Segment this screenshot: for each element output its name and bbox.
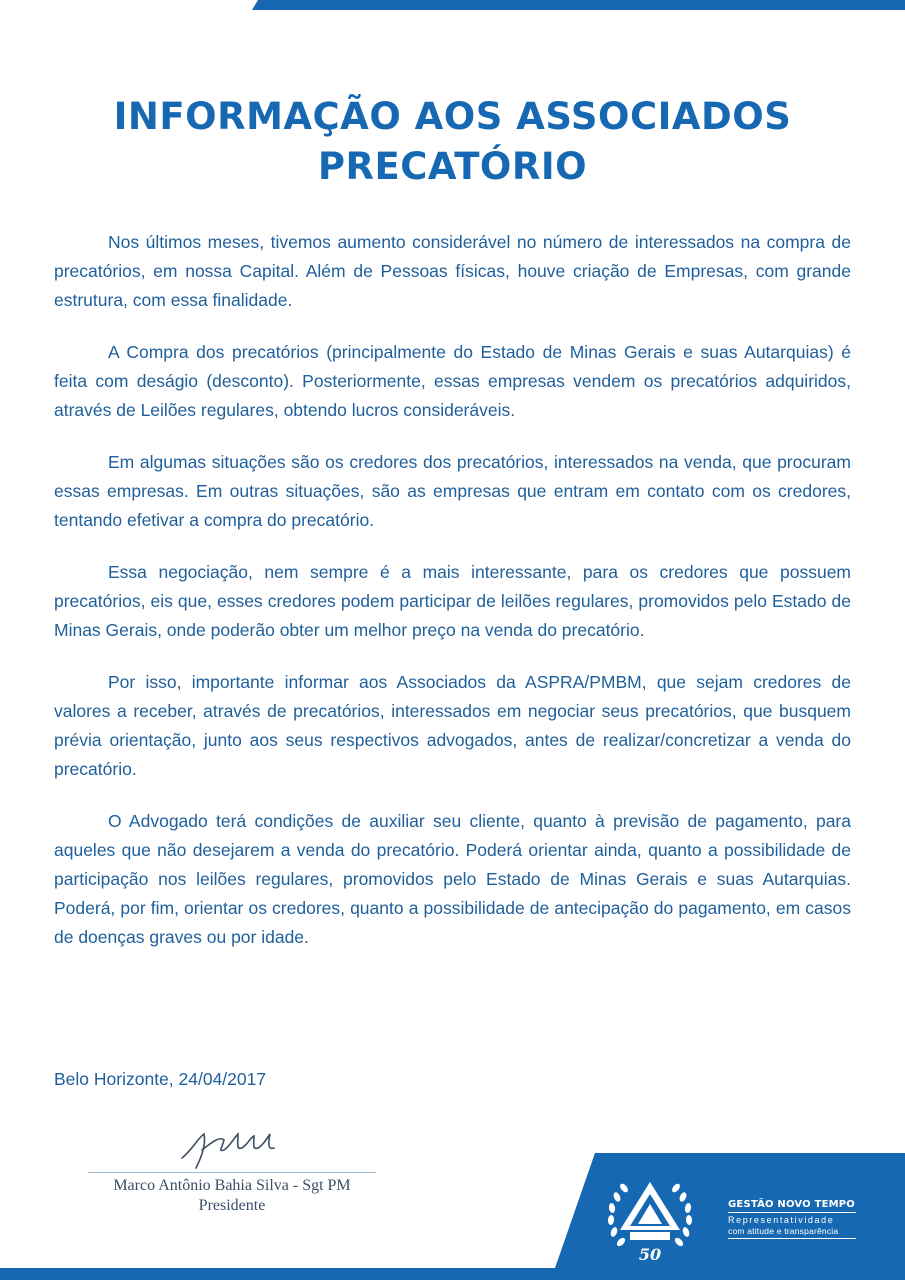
- brand-divider: [728, 1212, 856, 1213]
- brand-name: GESTÃO NOVO TEMPO: [728, 1199, 855, 1210]
- paragraph: O Advogado terá condições de auxiliar seu cliente, quanto à previsão de pagamento, para aqueles que não desejarem a venda do precatório. Poderá orientar ainda, quanto a possibilidade de participação nos leilões regulares, promovidos pelo Estado de Minas Gerais e suas Autarquias. Poderá, por fim, orientar os credores, quanto a possibilidade de antecipação do pagamento, em casos de doenças graves ou por idade.: [54, 811, 851, 947]
- bottom-decorative-band: [0, 1268, 905, 1280]
- paragraph: Nos últimos meses, tivemos aumento considerável no número de interessados na compra de precatórios, em nossa Capital. Além de Pessoas físicas, houve criação de Empresas, com grande estrutura, com essa finalidade.: [54, 232, 851, 310]
- paragraph: Por isso, importante informar aos Associados da ASPRA/PMBM, que sejam credores de valores a receber, através de precatórios, interessados em negociar seus precatórios, que busquem prévia orientação, junto aos seus respectivos advogados, antes de realizar/concretizar a venda do precatório.: [54, 672, 851, 779]
- signature-line: [88, 1172, 376, 1173]
- document-body: [54, 228, 851, 975]
- laurel-triangle-emblem-icon: [600, 1172, 700, 1268]
- paragraph: A Compra dos precatórios (principalmente do Estado de Minas Gerais e suas Autarquias) é feita com deságio (desconto). Posteriormente, essas empresas vendem os precatórios adquiridos, através de Leilões regulares, obtendo lucros consideráveis.: [54, 342, 851, 420]
- handwritten-signature: [162, 1120, 302, 1172]
- signer-name: Marco Antônio Bahia Silva - Sgt PM: [113, 1177, 351, 1194]
- document-title: [0, 92, 905, 192]
- brand-box: [728, 1198, 862, 1241]
- title-line-1: INFORMAÇÃO AOS ASSOCIADOS: [113, 95, 792, 138]
- brand-divider: [728, 1238, 856, 1239]
- emblem-years: 50: [638, 1245, 662, 1264]
- paragraph: Em algumas situações são os credores dos precatórios, interessados na venda, que procuram essas empresas. Em outras situações, são as empresas que entram em contato com os credores, tentando efetivar a compra do precatório.: [54, 452, 851, 530]
- signer-role: Presidente: [198, 1197, 266, 1214]
- paragraph: Essa negociação, nem sempre é a mais interessante, para os credores que possuem precatórios, eis que, esses credores podem participar de leilões regulares, promovidos pelo Estado de Minas Gerais, onde poderão obter um melhor preço na venda do precatório.: [54, 562, 851, 640]
- top-decorative-bar: [0, 0, 905, 44]
- signature-block: [86, 1120, 378, 1216]
- dateline: Belo Horizonte, 24/04/2017: [54, 1069, 267, 1089]
- brand-tagline-2: com atitude e transparência: [728, 1226, 839, 1236]
- brand-tagline-1: Representatividade: [728, 1215, 835, 1225]
- title-line-2: PRECATÓRIO: [317, 145, 588, 188]
